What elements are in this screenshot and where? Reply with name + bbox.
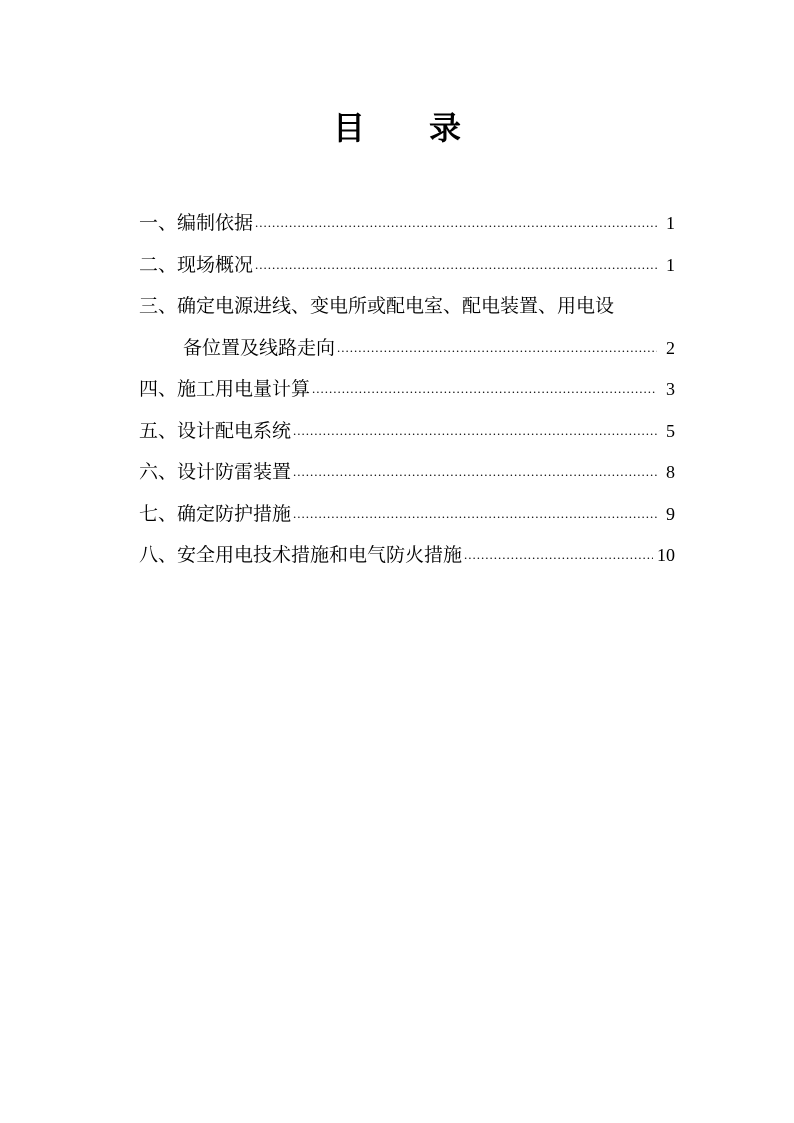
toc-entry-3-line-1[interactable]: [139, 286, 675, 328]
toc-page-number: 1: [666, 213, 675, 233]
toc-page-number: 8: [666, 462, 675, 482]
toc-entry-label: 八、安全用电技术措施和电气防火措施: [139, 544, 463, 566]
dot-leader: [255, 202, 657, 244]
dot-leader: [337, 327, 657, 369]
toc-entry-1[interactable]: [139, 203, 675, 245]
dot-leader: [293, 451, 657, 493]
title-char-2: 录: [429, 109, 462, 147]
toc-entry-label: 六、设计防雷装置: [139, 461, 292, 483]
toc-entry-3-line-2[interactable]: [139, 328, 675, 370]
toc-entry-label: 二、现场概况: [139, 253, 254, 276]
table-of-contents: [139, 203, 675, 577]
dot-leader: [312, 368, 657, 410]
toc-entry-label-continued: 备位置及线路走向: [183, 336, 336, 359]
toc-entry-2[interactable]: [139, 245, 675, 287]
toc-page-number: 9: [666, 503, 675, 524]
page-title: [0, 106, 794, 150]
toc-page-number: 5: [666, 420, 675, 441]
toc-entry-6[interactable]: [139, 452, 675, 494]
title-char-1: 目: [332, 109, 365, 147]
toc-entry-4[interactable]: [139, 369, 675, 411]
toc-page-number: 2: [666, 337, 675, 358]
toc-entry-label: 五、设计配电系统: [139, 419, 292, 442]
toc-entry-7[interactable]: [139, 494, 675, 536]
toc-page-number: 1: [666, 254, 675, 275]
dot-leader: [255, 244, 657, 286]
toc-page-number: 10: [657, 545, 675, 565]
dot-leader: [293, 493, 657, 535]
dot-leader: [464, 534, 653, 576]
toc-entry-label: 一、编制依据: [139, 212, 254, 234]
dot-leader: [293, 410, 657, 452]
toc-entry-5[interactable]: [139, 411, 675, 453]
toc-page-number: 3: [666, 379, 675, 399]
toc-entry-8[interactable]: [139, 535, 675, 577]
toc-entry-label: 七、确定防护措施: [139, 502, 292, 525]
toc-entry-label: 四、施工用电量计算: [139, 378, 311, 400]
toc-entry-label: 三、确定电源进线、变电所或配电室、配电装置、用电设: [139, 295, 615, 317]
